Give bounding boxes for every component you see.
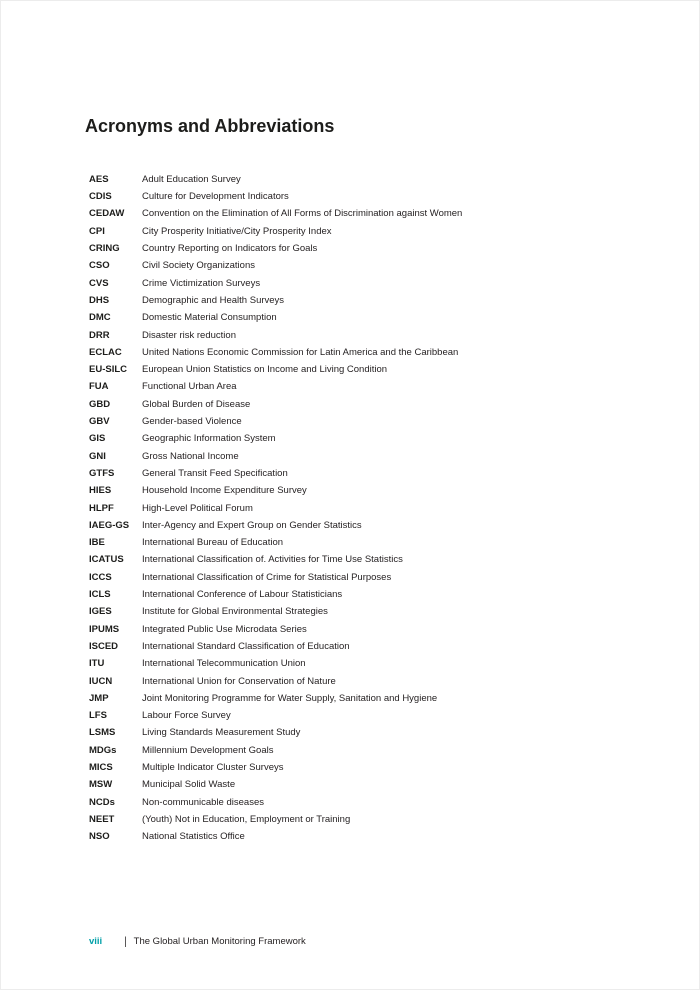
acronym-abbr: CSO — [89, 260, 110, 272]
acronym-row — [89, 828, 663, 845]
acronym-row — [89, 240, 663, 257]
acronym-definition: European Union Statistics on Income and Living Condition — [142, 364, 388, 376]
acronym-abbr: NCDs — [89, 796, 115, 808]
page-number: viii — [89, 936, 103, 948]
acronym-abbr: LSMS — [89, 727, 116, 739]
acronym-row — [89, 742, 663, 759]
acronym-abbr: MSW — [89, 779, 113, 791]
acronym-abbr: CEDAW — [89, 208, 125, 220]
acronym-abbr: LFS — [89, 710, 107, 722]
acronym-definition: Integrated Public Use Microdata Series — [142, 623, 307, 635]
acronym-abbr: GNI — [89, 450, 106, 462]
acronym-abbr: GIS — [89, 433, 106, 445]
acronym-abbr: CVS — [89, 277, 109, 289]
acronym-abbr: ICCS — [89, 571, 112, 583]
acronym-row — [89, 759, 663, 776]
acronym-row — [89, 603, 663, 620]
acronym-abbr: AES — [89, 173, 109, 185]
acronym-abbr: NEET — [89, 813, 115, 825]
acronym-definition: Living Standards Measurement Study — [142, 727, 301, 739]
acronym-abbr: HIES — [89, 485, 112, 497]
page-title: Acronyms and Abbreviations — [85, 116, 335, 136]
acronym-row — [89, 482, 663, 499]
acronym-row — [89, 309, 663, 326]
acronym-definition: International Telecommunication Union — [142, 658, 306, 670]
acronym-abbr: JMP — [89, 692, 109, 704]
acronym-abbr: EU-SILC — [89, 364, 127, 376]
footer-separator: | — [124, 935, 127, 949]
acronym-abbr: DHS — [89, 294, 110, 306]
acronym-definition: National Statistics Office — [142, 831, 245, 843]
acronym-definition: Country Reporting on Indicators for Goals — [142, 243, 318, 255]
acronym-abbr: NSO — [89, 831, 110, 843]
acronym-row — [89, 776, 663, 793]
acronym-row — [89, 794, 663, 811]
acronym-abbr: GBV — [89, 416, 110, 428]
acronym-definition: Gender-based Violence — [142, 416, 242, 428]
acronym-definition: Domestic Material Consumption — [142, 312, 277, 324]
acronym-row — [89, 725, 663, 742]
acronym-definition: High-Level Political Forum — [142, 502, 253, 514]
acronym-row — [89, 534, 663, 551]
acronym-row — [89, 673, 663, 690]
acronym-definition: Institute for Global Environmental Strategies — [142, 606, 328, 618]
acronym-abbr: GBD — [89, 398, 111, 410]
acronym-definition: Civil Society Organizations — [142, 260, 255, 272]
acronym-row — [89, 223, 663, 240]
acronym-definition: Non-communicable diseases — [142, 796, 264, 808]
acronym-definition: International Standard Classification of Education — [142, 640, 350, 652]
acronym-definition: United Nations Economic Commission for Latin America and the Caribbean — [142, 346, 459, 358]
acronym-row — [89, 586, 663, 603]
acronym-row — [89, 206, 663, 223]
acronym-definition: Gross National Income — [142, 450, 239, 462]
acronym-row — [89, 638, 663, 655]
acronym-row — [89, 327, 663, 344]
acronym-definition: Crime Victimization Surveys — [142, 277, 261, 289]
acronym-definition: International Conference of Labour Statisticians — [142, 589, 343, 601]
page-footer — [89, 935, 306, 949]
acronym-abbr: IAEG-GS — [89, 519, 130, 531]
acronym-row — [89, 707, 663, 724]
acronym-definition: (Youth) Not in Education, Employment or Training — [142, 813, 351, 825]
acronym-row — [89, 344, 663, 361]
acronym-row — [89, 517, 663, 534]
acronym-abbr: IPUMS — [89, 623, 120, 635]
acronym-abbr: HLPF — [89, 502, 114, 514]
acronym-row — [89, 690, 663, 707]
acronym-row — [89, 500, 663, 517]
acronym-abbr: ICLS — [89, 589, 111, 601]
acronym-abbr: DRR — [89, 329, 110, 341]
acronym-row — [89, 655, 663, 672]
acronym-definition: Household Income Expenditure Survey — [142, 485, 307, 497]
acronym-row — [89, 448, 663, 465]
acronym-abbr: GTFS — [89, 467, 115, 479]
acronym-definition: City Prosperity Initiative/City Prosperity Index — [142, 225, 332, 237]
acronym-definition: Culture for Development Indicators — [142, 191, 289, 203]
acronym-abbr: CDIS — [89, 191, 112, 203]
acronym-definition: Adult Education Survey — [142, 173, 241, 185]
acronym-row — [89, 569, 663, 586]
acronym-row — [89, 811, 663, 828]
acronym-definition: Inter-Agency and Expert Group on Gender Statistics — [142, 519, 362, 531]
acronym-definition: Municipal Solid Waste — [142, 779, 236, 791]
acronym-abbr: ISCED — [89, 640, 119, 652]
acronym-definition: Demographic and Health Surveys — [142, 294, 285, 306]
acronym-definition: Multiple Indicator Cluster Surveys — [142, 761, 284, 773]
acronym-row — [89, 430, 663, 447]
acronym-row — [89, 188, 663, 205]
acronym-row — [89, 465, 663, 482]
acronym-definition: International Union for Conservation of Nature — [142, 675, 336, 687]
acronym-abbr: MICS — [89, 761, 113, 773]
acronym-abbr: ITU — [89, 658, 105, 670]
acronym-definition: Disaster risk reduction — [142, 329, 236, 341]
acronym-list — [89, 171, 663, 846]
acronym-abbr: ECLAC — [89, 346, 122, 358]
acronym-row — [89, 292, 663, 309]
acronym-definition: Geographic Information System — [142, 433, 276, 445]
acronym-row — [89, 171, 663, 188]
acronym-row — [89, 379, 663, 396]
acronym-abbr: ICATUS — [89, 554, 124, 566]
acronym-abbr: FUA — [89, 381, 109, 393]
acronym-definition: International Classification of Crime for Statistical Purposes — [142, 571, 392, 583]
acronym-abbr: CRING — [89, 243, 120, 255]
acronym-abbr: CPI — [89, 225, 105, 237]
acronym-definition: International Bureau of Education — [142, 537, 284, 549]
acronym-row — [89, 552, 663, 569]
acronym-definition: International Classification of. Activities for Time Use Statistics — [142, 554, 403, 566]
acronym-row — [89, 396, 663, 413]
acronym-abbr: MDGs — [89, 744, 117, 756]
acronym-row — [89, 257, 663, 274]
acronym-abbr: DMC — [89, 312, 111, 324]
acronym-abbr: IGES — [89, 606, 112, 618]
acronym-definition: Labour Force Survey — [142, 710, 231, 722]
acronym-row — [89, 621, 663, 638]
acronym-row — [89, 413, 663, 430]
footer-document-title: The Global Urban Monitoring Framework — [133, 936, 306, 948]
acronym-row — [89, 275, 663, 292]
acronym-definition: Global Burden of Disease — [142, 398, 251, 410]
acronym-definition: General Transit Feed Specification — [142, 467, 288, 479]
acronym-definition: Joint Monitoring Programme for Water Supply, Sanitation and Hygiene — [142, 692, 438, 704]
acronym-definition: Convention on the Elimination of All Forms of Discrimination against Women — [142, 208, 463, 220]
acronym-abbr: IBE — [89, 537, 105, 549]
acronym-row — [89, 361, 663, 378]
acronym-definition: Millennium Development Goals — [142, 744, 274, 756]
acronym-definition: Functional Urban Area — [142, 381, 237, 393]
acronym-abbr: IUCN — [89, 675, 113, 687]
